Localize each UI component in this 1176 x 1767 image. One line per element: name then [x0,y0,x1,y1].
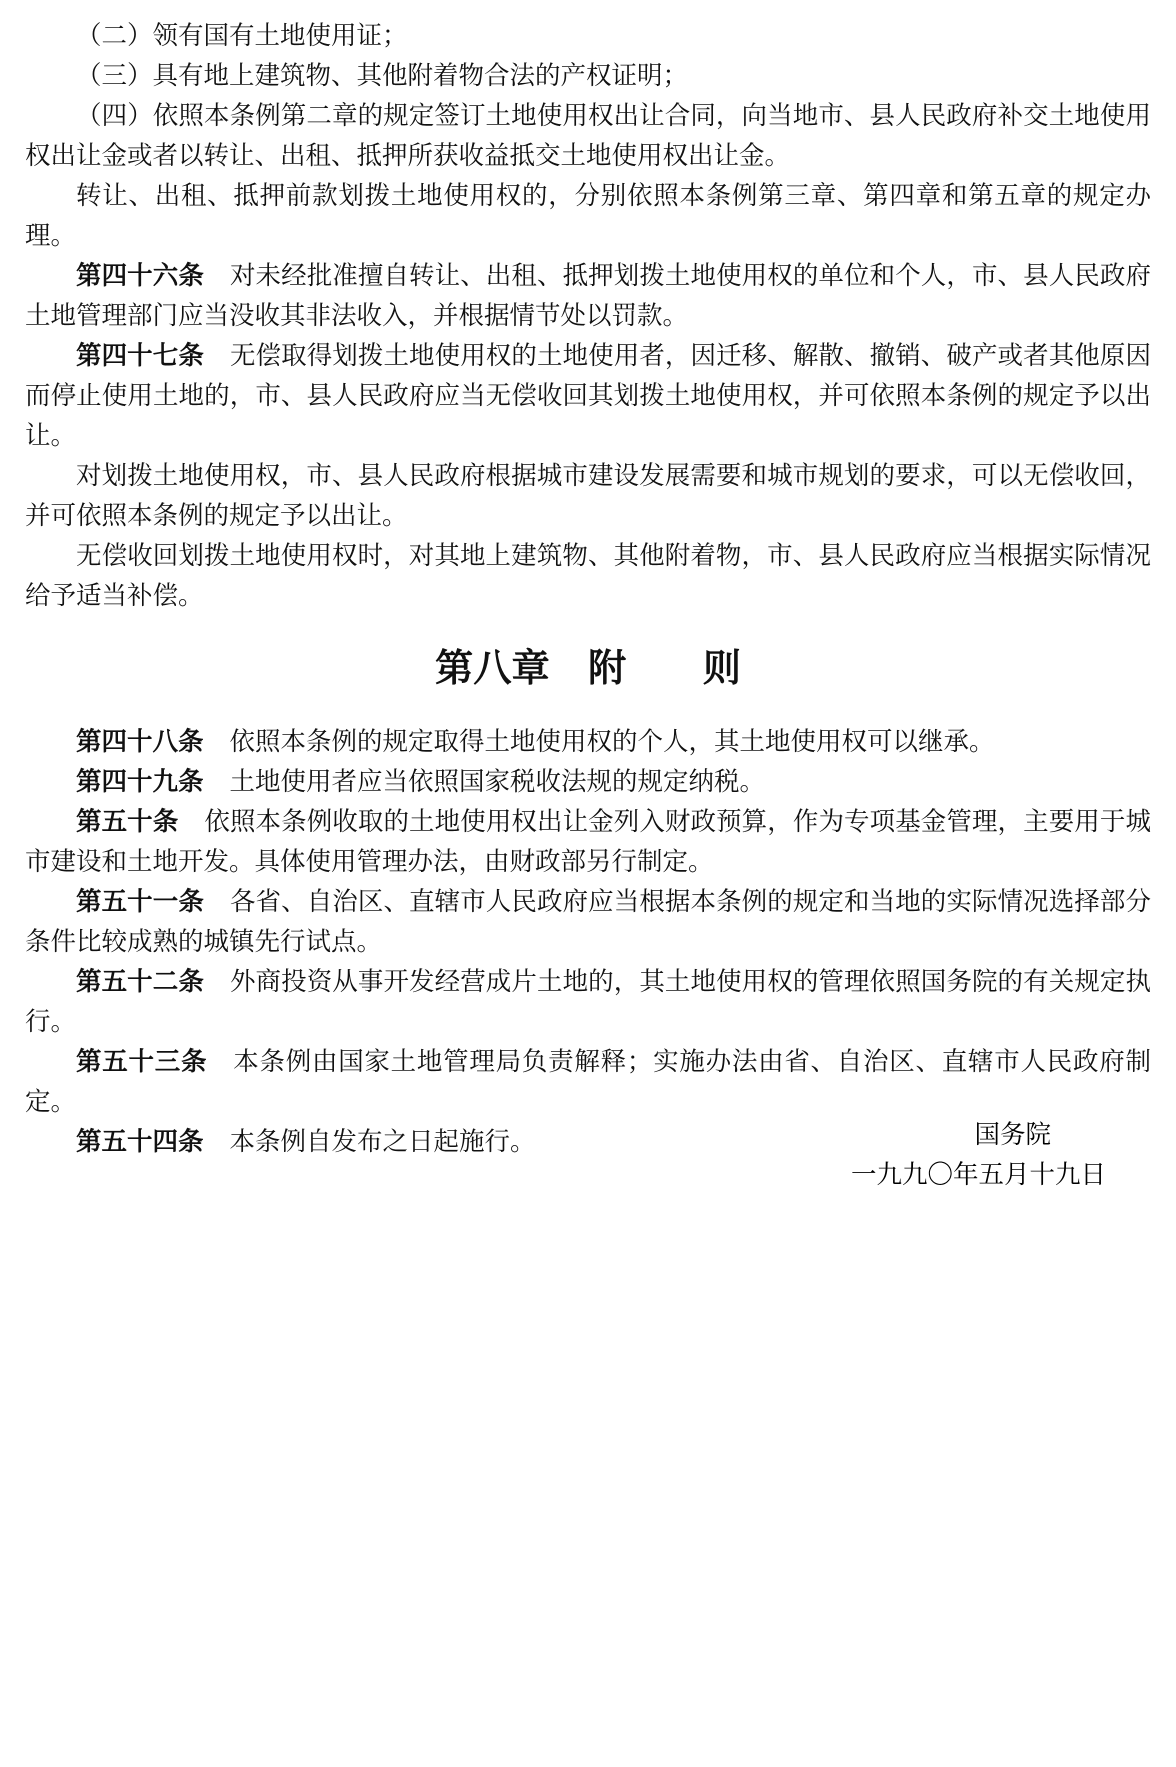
clause-paragraph [25,16,1151,56]
chapter-title: 第八章 附 则 [435,646,741,691]
articles-section-chapter-8 [25,722,1151,1162]
paragraph-text: 依照本条例的规定取得土地使用权的个人，其土地使用权可以继承。 [229,727,995,757]
paragraph-text: 转让、出租、抵押前款划拨土地使用权的，分别依照本条例第三章、第四章和第五章的规定办理。 [25,181,1151,251]
article-number: 第五十四条 [76,1127,204,1157]
paragraph-text: （四）依照本条例第二章的规定签订土地使用权出让合同，向当地市、县人民政府补交土地使用权出让金或者以转让、出租、抵押所获收益抵交土地使用权出让金。 [25,101,1151,171]
paragraph-text: （二）领有国有土地使用证； [76,21,408,51]
article-paragraph [25,802,1151,882]
issue-date: 一九九〇年五月十九日 [850,1160,1106,1189]
paragraph-text: 无偿收回划拨土地使用权时，对其地上建筑物、其他附着物，市、县人民政府应当根据实际情况给予适当补偿。 [25,541,1151,611]
paragraph-text: 各省、自治区、直辖市人民政府应当根据本条例的规定和当地的实际情况选择部分条件比较成熟的城镇先行试点。 [25,887,1151,957]
article-number: 第五十二条 [76,967,204,997]
article-paragraph [25,882,1151,962]
article-paragraph [25,256,1151,336]
paragraph-text: 依照本条例收取的土地使用权出让金列入财政预算，作为专项基金管理，主要用于城市建设和土地开发。具体使用管理办法，由财政部另行制定。 [25,807,1151,877]
article-paragraph [25,962,1151,1042]
clause-paragraph [25,176,1151,256]
article-paragraph [25,762,1151,802]
article-paragraph [25,336,1151,456]
article-number: 第五十三条 [76,1047,208,1077]
paragraph-text: 外商投资从事开发经营成片土地的，其土地使用权的管理依照国务院的有关规定执行。 [25,967,1151,1037]
clause-paragraph [25,536,1151,616]
document-page [25,16,1151,1162]
paragraph-text: 对未经批准擅自转让、出租、抵押划拨土地使用权的单位和个人，市、县人民政府土地管理部门应当没收其非法收入，并根据情节处以罚款。 [25,261,1151,331]
paragraph-text: 对划拨土地使用权，市、县人民政府根据城市建设发展需要和城市规划的要求，可以无偿收回，并可依照本条例的规定予以出让。 [25,461,1151,531]
clause-paragraph [25,456,1151,536]
article-number: 第四十八条 [76,727,204,757]
paragraph-text: 本条例由国家土地管理局负责解释；实施办法由省、自治区、直辖市人民政府制定。 [25,1047,1151,1117]
signature-block [851,1115,1106,1195]
paragraph-text: 本条例自发布之日起施行。 [229,1127,536,1157]
articles-section-chapter-7 [25,16,1151,616]
article-number: 第四十九条 [76,767,204,797]
article-paragraph [25,1042,1151,1122]
clause-paragraph [25,96,1151,176]
paragraph-text: 土地使用者应当依照国家税收法规的规定纳税。 [229,767,766,797]
article-number: 第四十七条 [76,341,204,371]
issuing-organization: 国务院 [974,1120,1051,1149]
paragraph-text: 无偿取得划拨土地使用权的土地使用者，因迁移、解散、撤销、破产或者其他原因而停止使用土地的，市、县人民政府应当无偿收回其划拨土地使用权，并可依照本条例的规定予以出让。 [25,341,1151,451]
article-number: 第五十一条 [76,887,204,917]
clause-paragraph [25,56,1151,96]
article-number: 第五十条 [76,807,179,837]
article-paragraph [25,722,1151,762]
article-number: 第四十六条 [76,261,204,291]
paragraph-text: （三）具有地上建筑物、其他附着物合法的产权证明； [76,61,689,91]
